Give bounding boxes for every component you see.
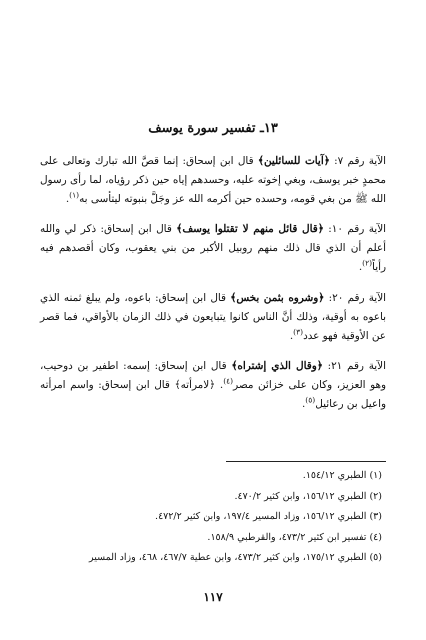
verse-paragraph-4 xyxy=(40,357,386,414)
paragraph-text: قال ابن إسحاق: إسمه: اطفير بن دوحيب، وهو العزيز، وكان على خزائن مصر xyxy=(40,360,386,391)
commentary-body xyxy=(40,152,386,425)
footnote: (٣) الطبري ١٥٦/١٢، وزاد المسير ١٩٧/٤، وابن كثير ٤٧٢/٢. xyxy=(155,511,382,522)
footnote-mark: (٤) xyxy=(223,376,234,386)
footnote: (٥) الطبري ١٧٥/١٢، وابن كثير ٤٧٣/٢، وابن عطية ٤٦٧/٧، ٤٦٨، وزاد المسير xyxy=(89,552,382,563)
quran-quote: ﴿آيات للسائلين﴾ xyxy=(257,155,330,167)
verse-label: الآية رقم ٢١: xyxy=(322,360,386,372)
verse-paragraph-2 xyxy=(40,220,386,277)
footnote-mark: (٥) xyxy=(305,395,316,405)
paragraph-tail: . ﴿لامرأته﴾ قال ابن إسحاق: واسم امرأته واعيل بن رعائيل xyxy=(40,379,386,410)
paragraph-tail: . xyxy=(65,193,70,205)
page-number: ١١٧ xyxy=(203,590,223,604)
quran-quote: ﴿وشروه بثمن بخس﴾ xyxy=(230,292,325,304)
verse-paragraph-3 xyxy=(40,289,386,346)
footnote: (٢) الطبري ١٥٦/١٢، وابن كثير ٤٧٠/٢. xyxy=(234,490,382,502)
paragraph-text: قال ابن إسحاق: إنما قصَّ الله تبارك وتعالى على محمدٍ خبر يوسف، وبغي إخوته عليه، وحسدهم إياه حين ذكر رؤياه، لما رأى رسول الله ﷺ من بغي قومه، وحسده حين أكرمه الله عز وجَلَّ بنبوته ليتأسى به xyxy=(40,155,386,205)
footnote: (١) الطبري ١٥٤/١٢. xyxy=(302,470,382,481)
quran-quote: ﴿قال قائل منهم لا تقتلوا يوسف﴾ xyxy=(176,223,324,235)
footnotes xyxy=(40,466,382,569)
footnote-mark: (٣) xyxy=(293,327,304,337)
paragraph-tail: . xyxy=(358,261,363,273)
verse-label: الآية رقم ٧: xyxy=(329,155,387,167)
footnote-mark: (٢) xyxy=(362,258,373,268)
paragraph-tail: . xyxy=(289,330,294,342)
page-title: ١٣ـ تفسير سورة يوسف xyxy=(148,121,278,136)
paragraph-text: قال ابن إسحاق: باعوه، ولم يبلغ ثمنه الذي باعوه به أوقية، وذلك أنَّ الناس كانوا يتبايعون في ذلك الزمان بالأواقي، فما قصر عن الأوقية فهو عدد xyxy=(40,292,386,342)
verse-paragraph-1 xyxy=(40,152,386,209)
paragraph-text: قال ابن إسحاق: ذكر لي والله أعلم أن الذي قال ذلك منهم روبيل الأكبر من بني يعقوب، وكان أقصدهم فيه رأياً xyxy=(40,223,386,273)
footnote: (٤) تفسير ابن كثير ٤٧٣/٢، والقرطبي ١٥٨/٩. xyxy=(207,531,382,543)
verse-label: الآية رقم ٢٠: xyxy=(324,292,387,304)
verse-label: الآية رقم ١٠: xyxy=(323,223,387,235)
footnote-divider xyxy=(226,461,386,462)
quran-quote: ﴿وقال الذي إشتراه﴾ xyxy=(231,360,323,372)
footnote-mark: (١) xyxy=(69,190,80,200)
paragraph-tail: . xyxy=(301,398,306,410)
